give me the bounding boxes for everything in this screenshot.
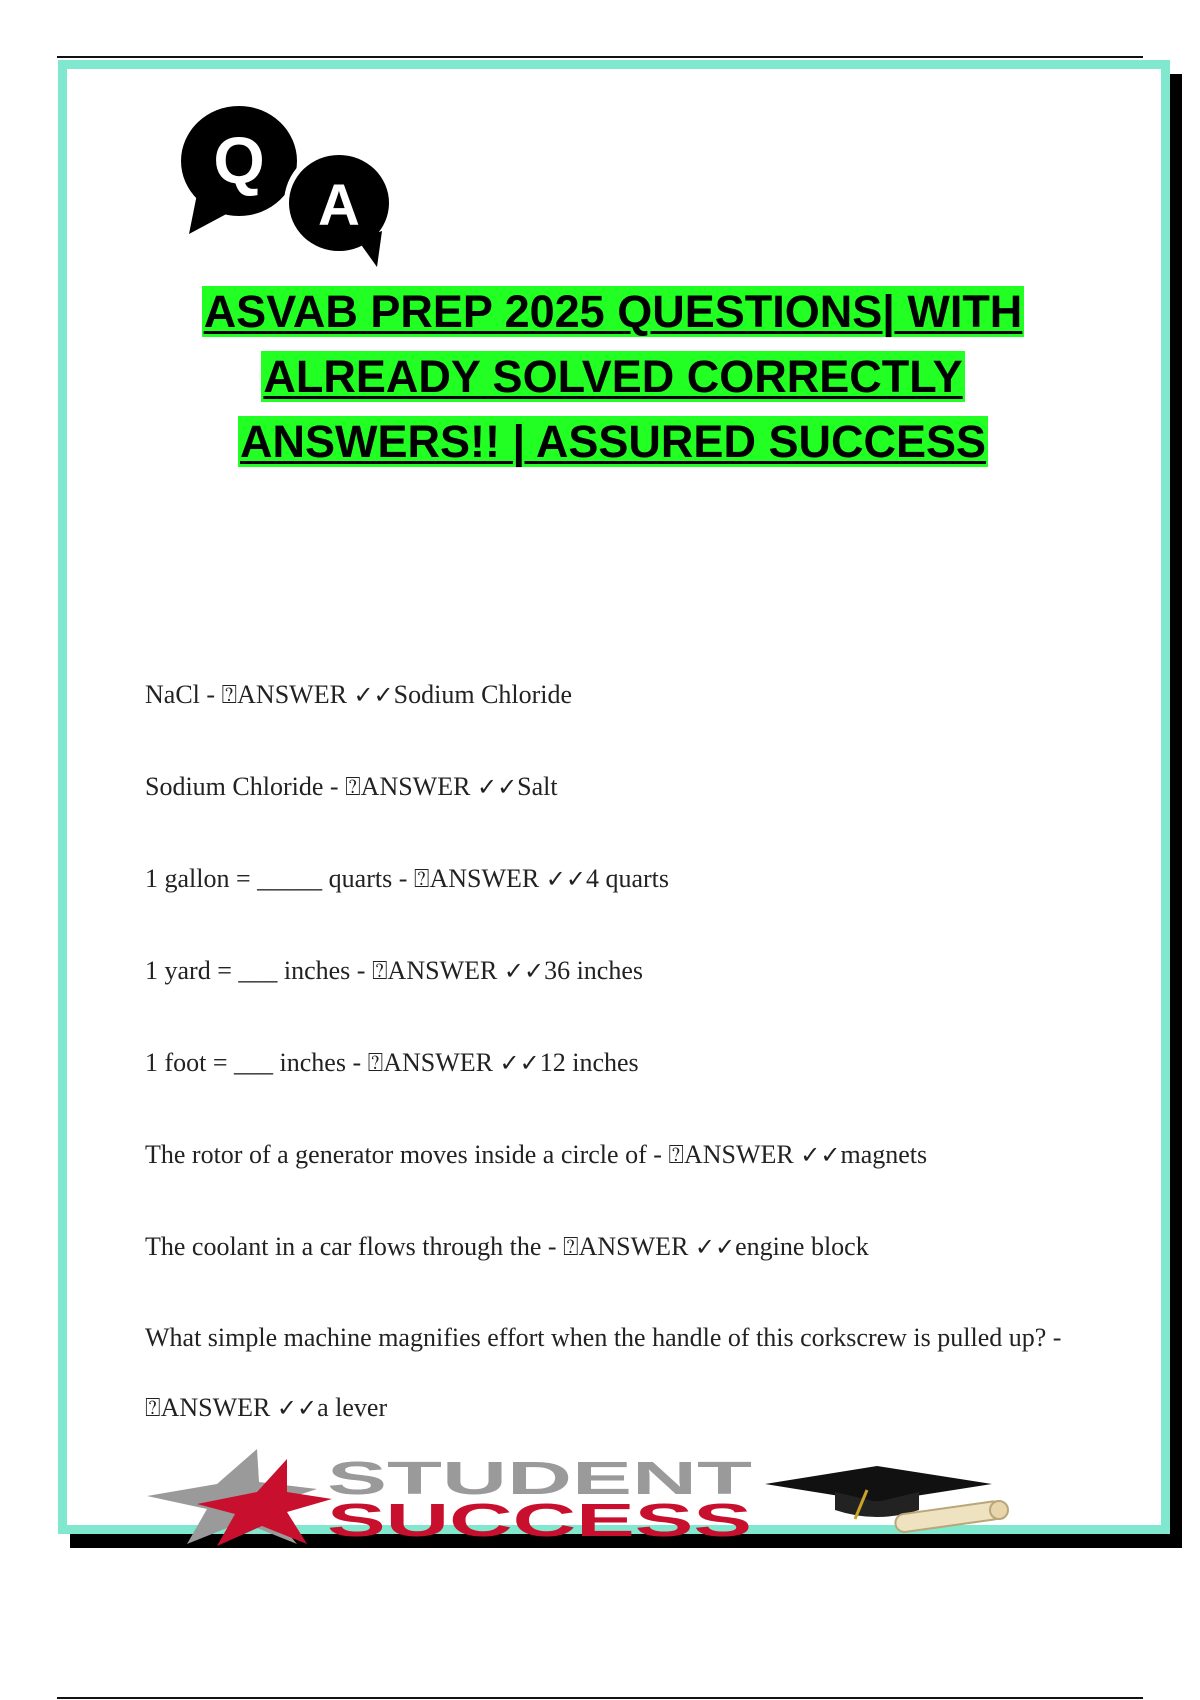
answer-bubble-icon xyxy=(284,148,394,267)
qa-item: The rotor of a generator moves inside a circle of - ⍰ANSWER ✓✓magnets xyxy=(145,1140,928,1169)
qa-item: Sodium Chloride - ⍰ANSWER ✓✓Salt xyxy=(145,772,558,801)
double-check-icon: ✓✓ xyxy=(545,865,586,893)
qa-item: The coolant in a car flows through the - ⍰ANSWER ✓✓engine block xyxy=(145,1232,869,1261)
qa-item: 1 yard = ___ inches - ⍰ANSWER ✓✓36 inches xyxy=(145,956,643,985)
double-check-icon: ✓✓ xyxy=(276,1394,318,1422)
bottom-rule xyxy=(57,1697,1143,1699)
double-check-icon: ✓✓ xyxy=(503,957,545,985)
title-line-2: ALREADY SOLVED CORRECTLY xyxy=(263,351,963,402)
double-check-icon: ✓✓ xyxy=(499,1049,540,1077)
qa-item: What simple machine magnifies effort when the handle of this corkscrew is pulled up? - ⍰ANSWER ✓✓a lever xyxy=(145,1323,1062,1422)
double-check-icon: ✓✓ xyxy=(476,773,518,801)
double-check-icon: ✓✓ xyxy=(353,681,394,709)
page-frame xyxy=(58,60,1170,1546)
q-letter: Q xyxy=(213,123,265,197)
title-line-1: ASVAB PREP 2025 QUESTIONS| WITH xyxy=(203,286,1023,337)
qa-item: 1 foot = ___ inches - ⍰ANSWER ✓✓12 inches xyxy=(145,1048,639,1077)
qa-logo xyxy=(177,99,407,269)
student-success-logo xyxy=(147,1444,1107,1554)
brand-top-text: STUDENT xyxy=(327,1452,752,1504)
brand-bottom-text: SUCCESS xyxy=(327,1494,752,1546)
a-letter: A xyxy=(318,173,360,238)
document-title xyxy=(107,279,1119,474)
top-rule xyxy=(57,56,1143,58)
title-line-3: ANSWERS!! | ASSURED SUCCESS xyxy=(240,416,986,467)
question-bubble-icon xyxy=(181,106,297,234)
double-check-icon: ✓✓ xyxy=(800,1141,841,1169)
double-check-icon: ✓✓ xyxy=(694,1233,736,1261)
qa-item: NaCl - ⍰ANSWER ✓✓Sodium Chloride xyxy=(145,680,573,709)
qa-list xyxy=(145,649,1145,1443)
star-icon xyxy=(147,1449,332,1546)
qa-item: 1 gallon = _____ quarts - ⍰ANSWER ✓✓4 quarts xyxy=(145,864,670,893)
